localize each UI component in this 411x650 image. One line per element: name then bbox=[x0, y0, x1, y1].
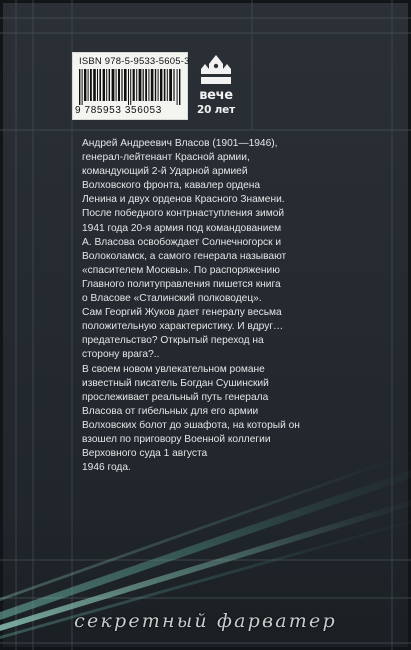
publisher-anniversary: 20 лет bbox=[197, 104, 235, 116]
description-paragraph: После победного контрнаступления зимой 1941 года 20-я армия под командованием А. Власова освобождает Солнечногорск и Волоколамск, а самого генерала называют «спасителем Москвы». По распоряжению Главного политуправления пишется книга о Власове «Сталинский полководец». Сам Георгий Жуков дает генералу весьма положительную характеристику. И вдруг… предательство? Открытый переход на сторону врага?.. bbox=[82, 208, 287, 361]
isbn-label: ISBN 978-5-9533-5605-3 bbox=[79, 56, 190, 67]
series-title: секретный фарватер bbox=[74, 610, 337, 632]
barcode-number: 9 785953 356053 bbox=[75, 105, 162, 116]
isbn-barcode-block bbox=[72, 52, 188, 120]
book-description bbox=[82, 137, 382, 475]
publisher-name: вече bbox=[199, 88, 233, 103]
description-paragraph: Андрей Андреевич Власов (1901—1946), генерал-лейтенант Красной армии, командующий 2-й Ударной армией Волховского фронта, кавалер ордена Ленина и двух орденов Красного Знамени. bbox=[82, 138, 285, 206]
crown-icon bbox=[193, 52, 239, 88]
description-paragraph: В своем новом увлекательном романе известный писатель Богдан Сушинский прослеживает реальный путь генерала Власова от гибельных для его армии Волховских болот до эшафота, на который он взошел по приговору Военной коллегии Верховного суда 1 августа 1946 года. bbox=[82, 363, 300, 474]
barcode-icon bbox=[79, 69, 181, 105]
publisher-logo bbox=[193, 52, 239, 118]
